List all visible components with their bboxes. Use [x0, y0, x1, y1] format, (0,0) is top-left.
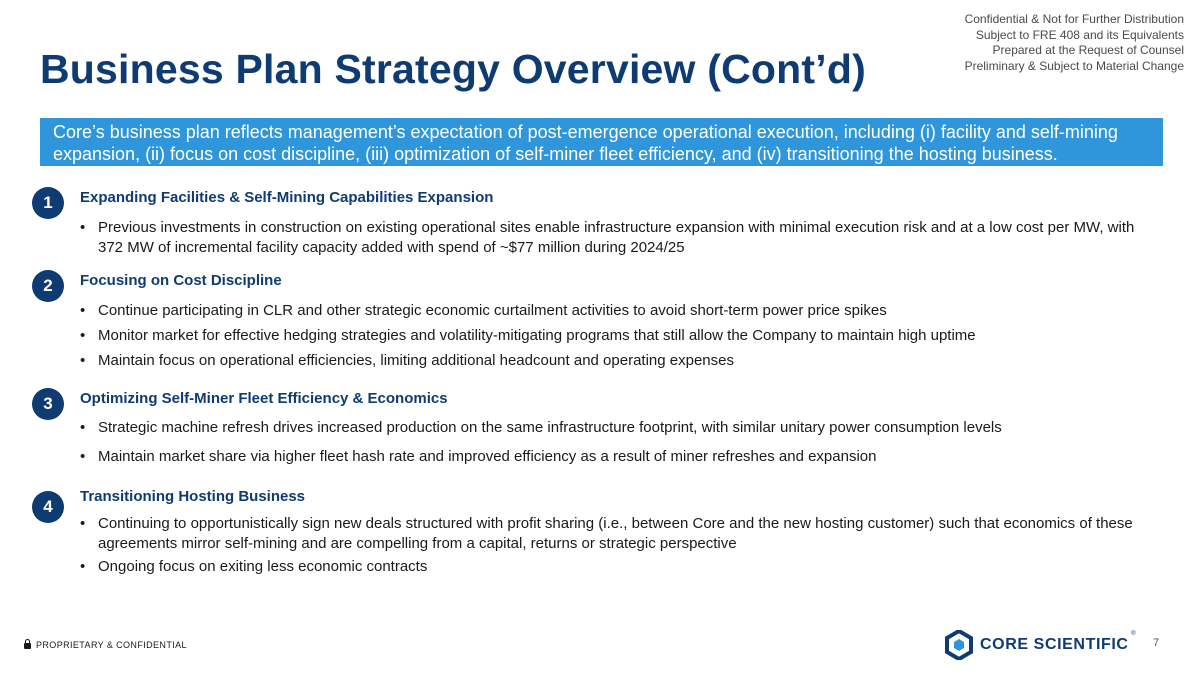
- section-heading: Expanding Facilities & Self-Mining Capabilities Expansion: [80, 189, 494, 206]
- bullet-marker: •: [80, 302, 86, 319]
- footer-proprietary: [24, 640, 187, 650]
- logo-wordmark: [980, 631, 1136, 654]
- registered-mark: ®: [1131, 631, 1136, 637]
- bullet-marker: •: [80, 352, 86, 369]
- company-logo: [944, 630, 1136, 660]
- confidential-line: Subject to FRE 408 and its Equivalents: [975, 27, 1184, 42]
- bullet-text: Ongoing focus on exiting less economic contracts: [98, 558, 428, 575]
- bullet-item: [80, 557, 1160, 577]
- lock-icon: [24, 643, 31, 649]
- bullet-text: Maintain focus on operational efficiencies, limiting additional headcount and operating expenses: [98, 352, 734, 369]
- page-number: 7: [1153, 637, 1160, 649]
- section-number-badge: 3: [32, 388, 64, 420]
- bullet-item: [80, 301, 1160, 321]
- confidential-line: Confidential & Not for Further Distribution: [964, 12, 1184, 26]
- section-heading: Focusing on Cost Discipline: [80, 272, 282, 289]
- bullet-marker: •: [80, 419, 86, 436]
- bullet-text: Monitor market for effective hedging strategies and volatility-mitigating programs that still allow the Company to maintain high uptime: [98, 327, 976, 344]
- logo-text: CORE SCIENTIFIC: [980, 636, 1129, 653]
- confidential-line: Preliminary & Subject to Material Change: [964, 58, 1184, 73]
- bullet-marker: •: [80, 515, 86, 532]
- section-heading: Transitioning Hosting Business: [80, 488, 306, 505]
- section-number-badge: 4: [32, 491, 64, 523]
- section-number-badge: 2: [32, 270, 64, 302]
- page-title: Business Plan Strategy Overview (Cont’d): [40, 46, 866, 92]
- bullet-marker: •: [80, 448, 86, 465]
- summary-banner: Core’s business plan reflects management’s expectation of post-emergence operational execution, including (i) facility and self-mining expansion, (ii) focus on cost discipline, (iii) optimization of self-miner fleet efficiency, and (iv) transitioning the hosting business.: [40, 118, 1163, 166]
- bullet-marker: •: [80, 219, 86, 236]
- hexagon-logo-icon: [944, 630, 974, 660]
- bullet-marker: •: [80, 558, 86, 575]
- section-number-badge: 1: [32, 187, 64, 219]
- bullet-item: [80, 218, 1160, 258]
- bullet-text: Continuing to opportunistically sign new deals structured with profit sharing (i.e., between Core and the new hosting customer) such that economics of these agreements mirror self-mining and are compelling from a capital, returns or strategic perspective: [98, 515, 1133, 552]
- bullet-item: [80, 447, 1160, 467]
- bullet-text: Maintain market share via higher fleet hash rate and improved efficiency as a result of miner refreshes and expansion: [98, 448, 877, 465]
- bullet-item: [80, 418, 1160, 438]
- bullet-text: Previous investments in construction on existing operational sites enable infrastructure expansion with minimal execution risk and at a low cost per MW, with 372 MW of incremental facility capacity added with spend of ~$77 million during 2024/25: [98, 219, 1135, 256]
- bullet-marker: •: [80, 327, 86, 344]
- bullet-text: Continue participating in CLR and other strategic economic curtailment activities to avoid short-term power price spikes: [98, 302, 887, 319]
- confidential-line: Prepared at the Request of Counsel: [992, 43, 1184, 57]
- bullet-item: [80, 351, 1160, 371]
- bullet-item: [80, 326, 1160, 346]
- section-heading: Optimizing Self-Miner Fleet Efficiency & Economics: [80, 390, 448, 407]
- confidentiality-notice: [965, 12, 1184, 74]
- bullet-text: Strategic machine refresh drives increased production on the same infrastructure footprint, with similar unitary power consumption levels: [98, 419, 1002, 436]
- footer-label: PROPRIETARY & CONFIDENTIAL: [36, 640, 187, 650]
- bullet-item: [80, 514, 1160, 554]
